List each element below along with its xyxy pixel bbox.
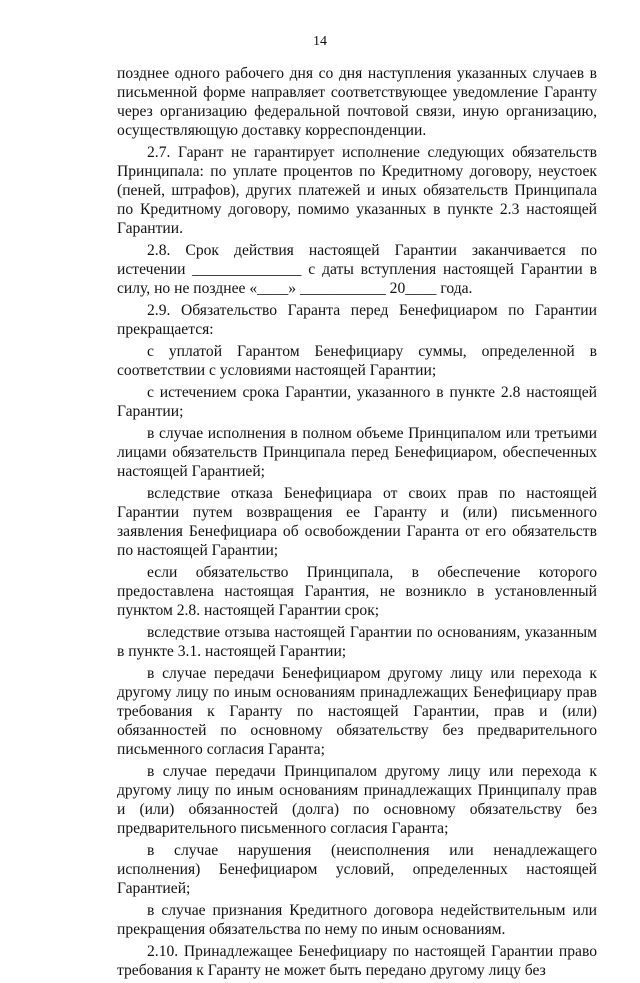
paragraph: с истечением срока Гарантии, указанного в пункте 2.8 настоящей Гарантии;: [117, 384, 597, 420]
paragraph: в случае исполнения в полном объеме Принципалом или третьими лицами обязательств Принципала перед Бенефициаром, обеспеченных настоящей Гарантией;: [117, 425, 597, 480]
paragraph: в случае передачи Бенефициаром другому лицу или перехода к другому лицу по иным основаниям принадлежащих Бенефициару прав требования к Гаранту по настоящей Гарантии, прав и (или) обязанностей по основному обязательству без предварительного письменного согласия Гаранта;: [117, 665, 597, 758]
paragraph: вследствие отзыва настоящей Гарантии по основаниям, указанным в пункте 3.1. настоящей Гарантии;: [117, 624, 597, 660]
paragraph: 2.7. Гарант не гарантирует исполнение следующих обязательств Принципала: по уплате процентов по Кредитному договору, неустоек (пеней, штрафов), других платежей и иных обязательств Принципала по Кредитному договору, помимо указанных в пункте 2.3 настоящей Гарантии.: [117, 144, 597, 237]
paragraph: если обязательство Принципала, в обеспечение которого предоставлена настоящая Гарантия, не возникло в установленный пунктом 2.8. настоящей Гарантии срок;: [117, 564, 597, 619]
paragraph: позднее одного рабочего дня со дня наступления указанных случаев в письменной форме направляет соответствующее уведомление Гаранту через организацию федеральной почтовой связи, иную организацию, осуществляющую доставку корреспонденции.: [117, 65, 597, 139]
page-number: 14: [313, 34, 327, 49]
document-body: [117, 64, 597, 983]
paragraph: 2.9. Обязательство Гаранта перед Бенефициаром по Гарантии прекращается:: [117, 302, 597, 338]
paragraph: в случае признания Кредитного договора недействительным или прекращения обязательства по нему по иным основаниям.: [117, 902, 597, 938]
paragraph: с уплатой Гарантом Бенефициару суммы, определенной в соответствии с условиями настоящей Гарантии;: [117, 343, 597, 379]
paragraph: вследствие отказа Бенефициара от своих прав по настоящей Гарантии путем возвращения ее Гаранту и (или) письменного заявления Бенефициара об освобождении Гаранта от его обязательств по настоящей Гарантии;: [117, 485, 597, 559]
paragraph: 2.10. Принадлежащее Бенефициару по настоящей Гарантии право требования к Гаранту не может быть передано другому лицу без: [117, 943, 597, 979]
paragraph: 2.8. Срок действия настоящей Гарантии заканчивается по истечении ______________ с даты вступления настоящей Гарантии в силу, но не позднее «____» ___________ 20____ года.: [117, 242, 597, 297]
paragraph: в случае нарушения (неисполнения или ненадлежащего исполнения) Бенефициаром условий, определенных настоящей Гарантией;: [117, 842, 597, 897]
paragraph: в случае передачи Принципалом другому лицу или перехода к другому лицу по иным основаниям принадлежащих Принципалу прав и (или) обязанностей (долга) по основному обязательству без предварительного письменного согласия Гаранта;: [117, 763, 597, 837]
